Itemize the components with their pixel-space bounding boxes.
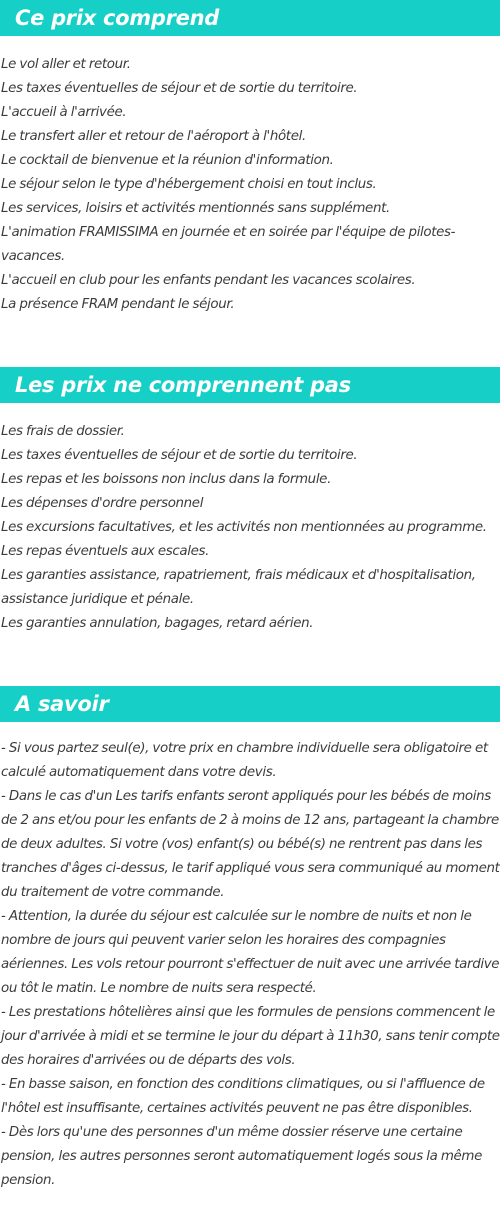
list-item: L'accueil à l'arrivée. [1, 105, 127, 120]
list-item: Le séjour selon le type d'hébergement choisi en tout inclus. [1, 177, 377, 192]
list-item: Les repas et les boissons non inclus dans la formule. [1, 472, 331, 487]
list-item: Les garanties assistance, rapatriement, frais médicaux et d'hospitalisation, assistance juridique et pénale. [1, 568, 476, 607]
list-item: La présence FRAM pendant le séjour. [1, 297, 235, 312]
list-item: Les taxes éventuelles de séjour et de sortie du territoire. [1, 448, 358, 463]
list-item: - Dès lors qu'une des personnes d'un même dossier réserve une certaine pension, les autres personnes seront automatiquement logés sous la même pension. [1, 1125, 483, 1188]
list-item: Les garanties annulation, bagages, retard aérien. [1, 616, 314, 631]
list-item: Les dépenses d'ordre personnel [1, 496, 204, 511]
list-item: L'accueil en club pour les enfants pendant les vacances scolaires. [1, 273, 416, 288]
section-price-excludes [0, 367, 500, 636]
section-good-to-know [0, 686, 500, 1193]
list-item: - Les prestations hôtelières ainsi que les formules de pensions commencent le jour d'arrivée à midi et se termine le jour du départ à 11h30, sans tenir compte des horaires d'arrivées ou de départs des vols. [1, 1005, 500, 1068]
section-title-good-to-know: A savoir [0, 686, 500, 722]
list-item: - Attention, la durée du séjour est calculée sur le nombre de nuits et non le nombre de jours qui peuvent varier selon les horaires des compagnies aériennes. Les vols retour pourront s'effectuer de nuit avec une arrivée tardive ou tôt le matin. Le nombre de nuits sera respecté. [1, 909, 500, 996]
section-title-price-excludes: Les prix ne comprennent pas [0, 367, 500, 403]
list-item: Le vol aller et retour. [1, 57, 131, 72]
list-item: - Dans le cas d'un Les tarifs enfants seront appliqués pour les bébés de moins de 2 ans et/ou pour les enfants de 2 à moins de 12 ans, partageant la chambre de deux adultes. Si votre (vos) enfant(s) ou bébé(s) ne rentrent pas dans les tranches d'âges ci-dessus, le tarif appliqué vous sera communiqué au moment du traitement de votre commande. [1, 789, 500, 900]
list-item: Les repas éventuels aux escales. [1, 544, 210, 559]
list-item: L'animation FRAMISSIMA en journée et en soirée par l'équipe de pilotes-vacances. [1, 225, 456, 264]
good-to-know-list [0, 737, 500, 1193]
section-price-includes [0, 0, 500, 317]
list-item: Les taxes éventuelles de séjour et de sortie du territoire. [1, 81, 358, 96]
price-includes-list [0, 53, 500, 317]
price-excludes-list [0, 420, 500, 636]
list-item: - En basse saison, en fonction des conditions climatiques, ou si l'affluence de l'hôtel est insuffisante, certaines activités peuvent ne pas être disponibles. [1, 1077, 485, 1116]
list-item: Les services, loisirs et activités mentionnés sans supplément. [1, 201, 390, 216]
list-item: Les excursions facultatives, et les activités non mentionnées au programme. [1, 520, 487, 535]
list-item: Les frais de dossier. [1, 424, 125, 439]
section-title-price-includes: Ce prix comprend [0, 0, 500, 36]
list-item: - Si vous partez seul(e), votre prix en chambre individuelle sera obligatoire et calculé automatiquement dans votre devis. [1, 741, 488, 780]
list-item: Le cocktail de bienvenue et la réunion d'information. [1, 153, 334, 168]
list-item: Le transfert aller et retour de l'aéroport à l'hôtel. [1, 129, 306, 144]
